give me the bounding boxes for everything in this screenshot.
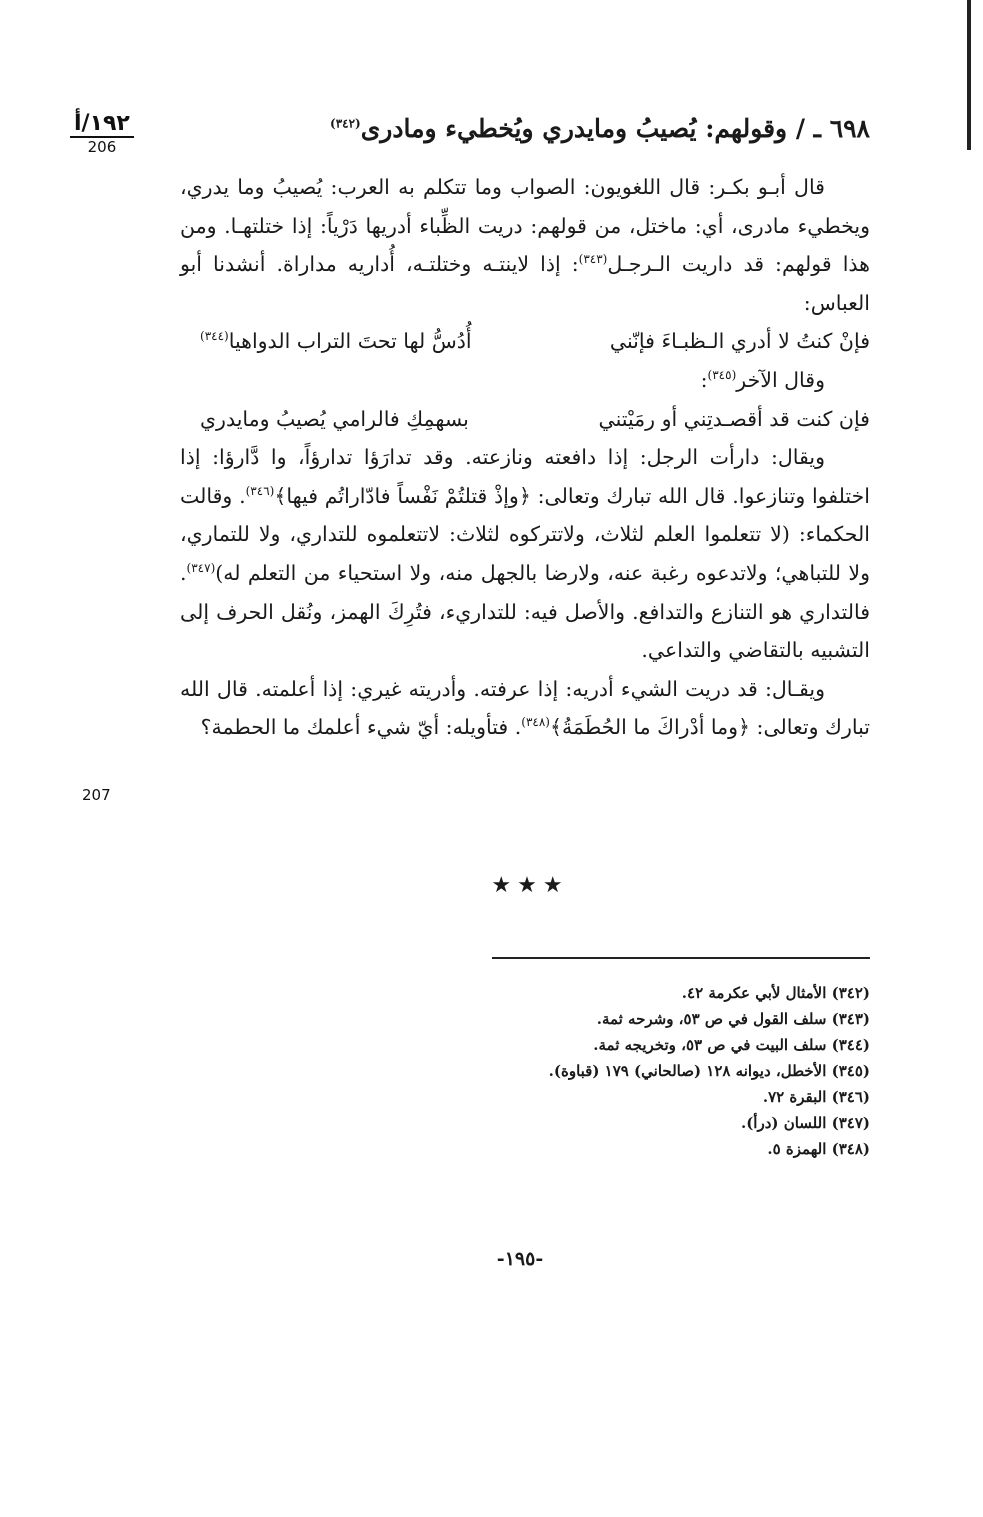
verse-2-first-hemistich: فإن كنت قد أقصـدتِني أو رمَيْتني [598, 406, 870, 431]
main-text [180, 168, 870, 747]
paragraph-2-cont: . وقالت الحكماء: (لا تتعلموا العلم لثلاث، ولاتتركوه لثلاث: لاتتعلموه للتداري، ولا للتماري، ولا للتباهي؛ ولاتدعوه رغبة عنه، ولارضا بالجهل منه، ولا استحياء من التعلم له) [180, 483, 870, 585]
verse-2-intro-colon: : [700, 367, 708, 392]
footnote-item: (٣٤٢) الأمثال لأبي عكرمة ٤٢. [681, 984, 870, 1002]
paragraph-3-text: ويقـال: قد دريت الشيء أدريه: إذا عرفته. وأدريته غيري: إذا أعلمته. قال الله تبارك وتعالى: ﴿وما أدْراكَ ما الحُطَمَةُ﴾ [180, 676, 870, 740]
verse-2-intro-text: وقال الآخر [736, 367, 825, 392]
verse-2-second-hemistich: بسهمِكِ فالرامي يُصيبُ ومايدري [200, 406, 469, 431]
footnote-separator [492, 957, 870, 959]
paragraph-2-end: . فالتداري هو التنازع والتدافع. والأصل فيه: للتداريء، فتُرِكَ الهمز، ونُقل الحرف إلى التشبيه بالتقاضي والتداعي. [180, 560, 870, 663]
footnote-ref-345: (٣٤٥) [707, 368, 737, 383]
margin-page-ref: 207 [82, 786, 111, 804]
verse-1-second-hemistich [200, 322, 472, 361]
scan-edge-mark [967, 0, 971, 150]
page-number: -١٩٥- [496, 1248, 544, 1270]
footnote-item: (٣٤٧) اللسان (درأ). [740, 1114, 870, 1132]
footnote-item: (٣٤٨) الهمزة ٥. [767, 1140, 870, 1158]
entry-heading-text: ٦٩٨ ـ / وقولهم: يُصيبُ ومايدري ويُخطيء ومادرى [360, 114, 870, 143]
paragraph-1 [180, 168, 870, 322]
entry-heading [150, 112, 870, 146]
section-divider-stars: ★★★ [491, 873, 569, 898]
manuscript-folio: ١٩٢/أ [70, 112, 134, 138]
heading-footnote-ref: (٣٤٢) [330, 116, 361, 131]
paragraph-1-text: قال أبـو بكـر: قال اللغويون: الصواب وما تتكلم به العرب: يُصيبُ وما يدري، ويخطيء مادرى، أي: ماختل، من قولهم: دريت الظِّباء أدريها دَرْياً: إذا ختلتهـا. ومن هذا قولهم: قد داريت الـرجـل [180, 175, 870, 277]
verse-2 [180, 400, 870, 439]
footnote-item: (٣٤٥) الأخطل، ديوانه ١٢٨ (صالحاني) ١٧٩ (قباوة). [548, 1062, 870, 1080]
footnote-ref-346: (٣٤٦) [245, 483, 275, 498]
paragraph-3-end: . فتأويله: أيّ شيء أعلمك ما الحطمة؟ [200, 715, 522, 740]
footnote-ref-344: (٣٤٤) [200, 329, 229, 344]
footnote-ref-347: (٣٤٧) [186, 561, 216, 576]
footnote-item: (٣٤٣) سلف القول في ص ٥٣، وشرحه ثمة. [596, 1010, 870, 1028]
verse-1-second-text: أُدُسُّ لها تحتَ التراب الدواهيا [228, 329, 472, 354]
paragraph-2 [180, 438, 870, 670]
margin-manuscript-ref [70, 112, 134, 156]
verse-1 [180, 322, 870, 361]
footnote-ref-348: (٣٤٨) [521, 715, 550, 730]
paragraph-1-cont: : إذا لاينتـه وختلتـه، أُداريه مداراة. أنشدنا أبو العباس: [180, 252, 870, 315]
footnote-item: (٣٤٤) سلف البيت في ص ٥٣، وتخريجه ثمة. [593, 1036, 870, 1054]
edition-page-ref: 206 [87, 138, 117, 156]
footnote-ref-343: (٣٤٣) [578, 252, 608, 267]
paragraph-2-text: ويقال: دارأت الرجل: إذا دافعته ونازعته. وقد تدارَؤا تدارؤاً، وا دَّارؤا: إذا اختلفوا وتنازعوا. قال الله تبارك وتعالى: ﴿وإذْ قتلتُمْ نَفْساً فادّاراتُم فيها﴾ [180, 445, 870, 508]
footnote-item: (٣٤٦) البقرة ٧٢. [762, 1088, 870, 1106]
footnotes [380, 980, 870, 1162]
paragraph-3 [180, 670, 870, 747]
verse-1-first-hemistich: فإنْ كنتُ لا أدري الـظبـاءَ فإنّني [609, 329, 870, 354]
verse-2-intro [180, 361, 870, 400]
